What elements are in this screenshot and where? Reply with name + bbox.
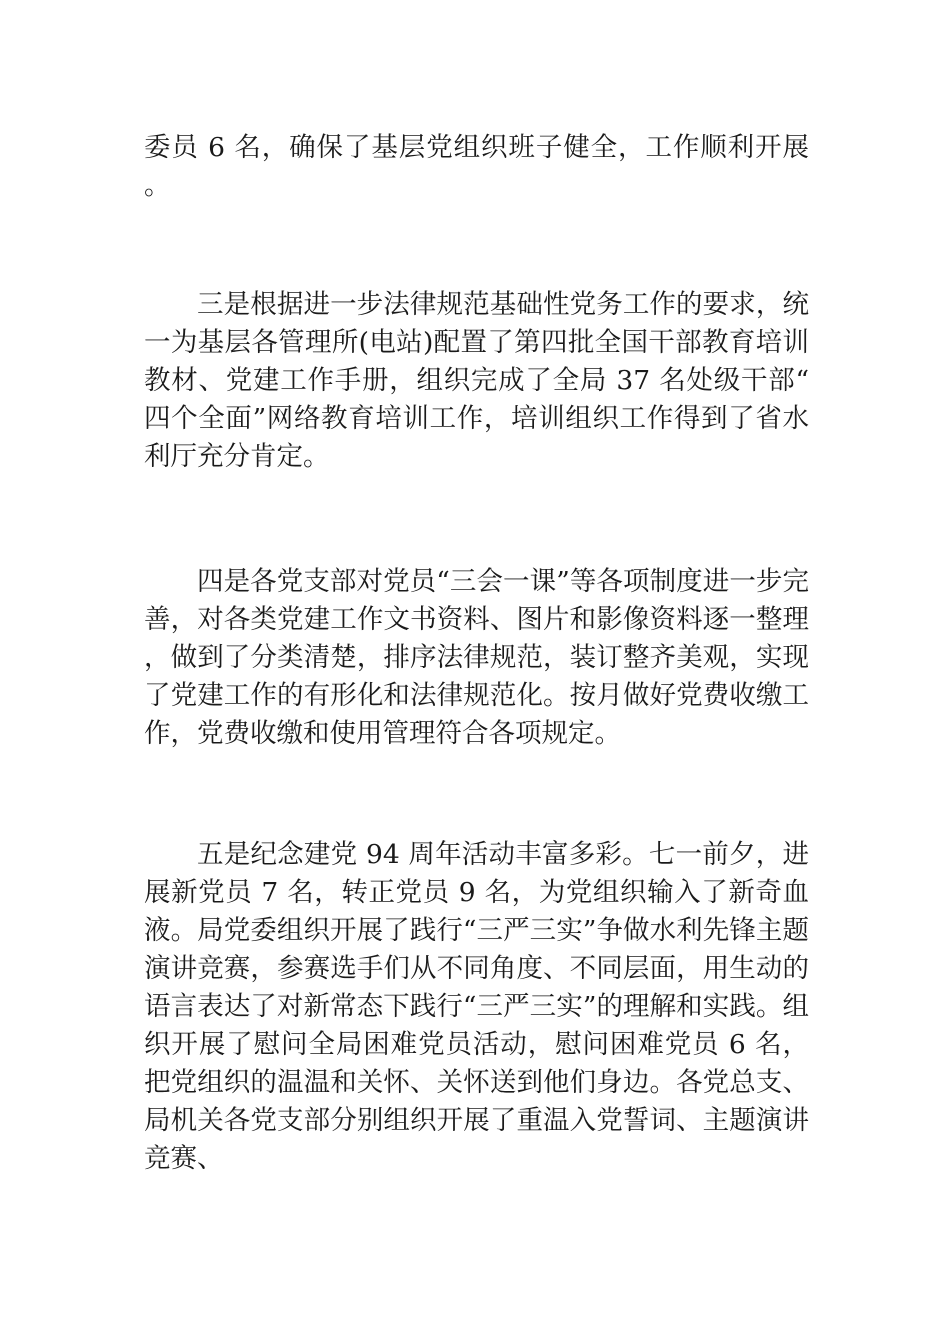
document-body [144,129,809,1178]
paragraph-continuation: 委员 6 名，确保了基层党组织班子健全，工作顺利开展。 [144,132,809,201]
paragraph-spacer [144,476,809,563]
paragraph-spacer [144,753,809,836]
paragraph-item-five: 五是纪念建党 94 周年活动丰富多彩。七一前夕，进展新党员 7 名，转正党员 9 名，为党组织输入了新奇血液。局党委组织开展了践行“三严三实”争做水利先锋主题演讲竞赛，参赛选手们从不同角度、不同层面，用生动的语言表达了对新常态下践行“三严三实”的理解和实践。组织开展了慰问全局困难党员活动，慰问困难党员 6 名，把党组织的温温和关怀、关怀送到他们身边。各党总支、局机关各党支部分别组织开展了重温入党誓词、主题演讲竞赛、 [144,839,809,1174]
paragraph-item-three: 三是根据进一步法律规范基础性党务工作的要求，统一为基层各管理所(电站)配置了第四批全国干部教育培训教材、党建工作手册，组织完成了全局 37 名处级干部“四个全面”网络教育培训工作，培训组织工作得到了省水利厅充分肯定。 [144,289,809,472]
paragraph-item-four: 四是各党支部对党员“三会一课”等各项制度进一步完善，对各类党建工作文书资料、图片和影像资料逐一整理，做到了分类清楚，排序法律规范，装订整齐美观，实现了党建工作的有形化和法律规范化。按月做好党费收缴工作，党费收缴和使用管理符合各项规定。 [144,566,809,749]
paragraph-spacer [144,205,809,286]
